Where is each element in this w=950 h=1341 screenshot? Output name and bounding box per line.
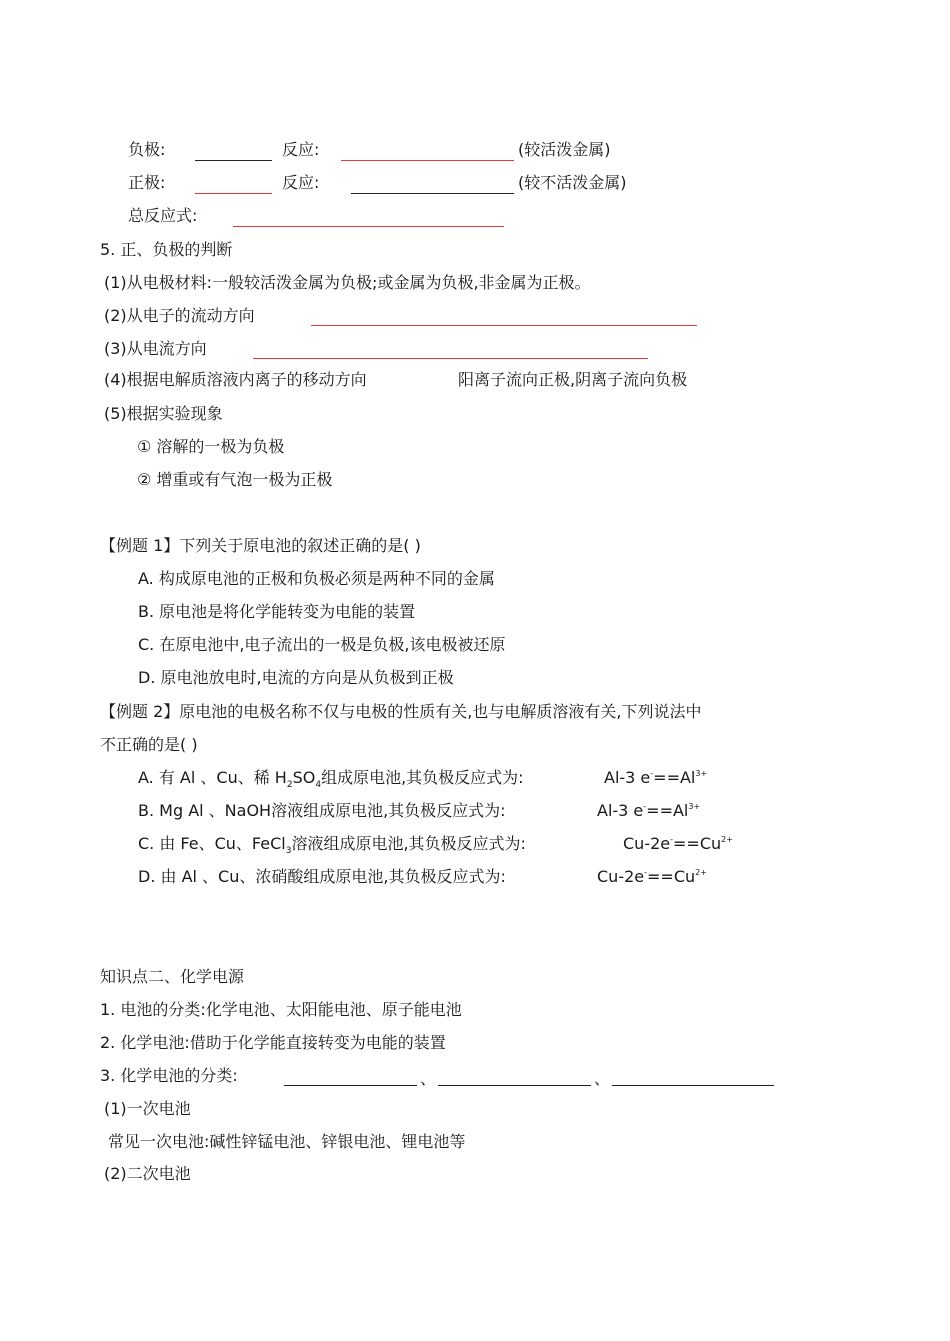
example-2-option-c[interactable]: C. 由 Fe、Cu、FeCl$_3$溶液组成原电池,其负极反应式为: (138, 834, 526, 857)
judge-item-5: (5)根据实验现象 (104, 404, 223, 423)
positive-reaction-blank[interactable] (351, 193, 514, 194)
example-1-option-a[interactable]: A. 构成原电池的正极和负极必须是两种不同的金属 (138, 569, 495, 588)
judge-item-4-answer: 阳离子流向正极,阴离子流向负极 (458, 370, 688, 389)
judge-item-4: (4)根据电解质溶液内离子的移动方向 (104, 370, 367, 389)
battery-type-blank-1[interactable] (284, 1085, 417, 1086)
battery-type-blank-3[interactable] (612, 1085, 774, 1086)
section-2-para-2: 2. 化学电池:借助于化学能直接转变为电能的装置 (100, 1033, 446, 1052)
example-1-option-d[interactable]: D. 原电池放电时,电流的方向是从负极到正极 (138, 668, 454, 687)
positive-electrode-label: 正极: (128, 173, 166, 192)
section-title: 5. 正、负极的判断 (100, 240, 233, 259)
total-reaction-blank[interactable] (233, 226, 504, 227)
example-1-stem: 【例题 1】下列关于原电池的叙述正确的是( ) (100, 536, 421, 555)
negative-electrode-blank[interactable] (195, 160, 272, 161)
example-2-option-a-equation: Al-3 $e^-==Al^{3+}$ (604, 768, 708, 787)
judge-item-5b: ② 增重或有气泡一极为正极 (137, 470, 333, 489)
example-2-option-c-equation: $Cu-2e^-==Cu^{2+}$ (623, 834, 733, 853)
judge-item-3: (3)从电流方向 (104, 339, 207, 358)
section-2-para-1: 1. 电池的分类:化学电池、太阳能电池、原子能电池 (100, 1000, 462, 1019)
judge-item-1: (1)从电极材料:一般较活泼金属为负极;或金属为负极,非金属为正极。 (104, 273, 591, 292)
example-2-stem-line-2: 不正确的是( ) (100, 735, 198, 754)
example-2-stem-line-1: 【例题 2】原电池的电极名称不仅与电极的性质有关,也与电解质溶液有关,下列说法中 (100, 702, 702, 721)
primary-battery-heading: (1)一次电池 (104, 1099, 191, 1118)
reaction-label: 反应: (282, 140, 320, 159)
separator: 、 (594, 1069, 611, 1088)
judge-item-2: (2)从电子的流动方向 (104, 306, 255, 325)
judge-item-5a: ① 溶解的一极为负极 (137, 437, 285, 456)
battery-type-blank-2[interactable] (438, 1085, 591, 1086)
positive-electrode-blank[interactable] (195, 193, 272, 194)
electron-flow-blank[interactable] (311, 325, 697, 326)
reaction-label: 反应: (282, 173, 320, 192)
example-2-option-b-equation: Al-3 $e^-==Al^{3+}$ (597, 801, 701, 820)
example-2-option-d[interactable]: D. 由 Al 、Cu、浓硝酸组成原电池,其负极反应式为: (138, 867, 506, 886)
secondary-battery-heading: (2)二次电池 (104, 1164, 191, 1183)
section-2-para-3: 3. 化学电池的分类: (100, 1066, 238, 1085)
primary-battery-examples: 常见一次电池:碱性锌锰电池、锌银电池、锂电池等 (108, 1132, 466, 1151)
positive-note: (较不活泼金属) (518, 173, 627, 192)
total-reaction-label: 总反应式: (128, 206, 198, 225)
example-2-option-b[interactable]: B. Mg Al 、NaOH溶液组成原电池,其负极反应式为: (138, 801, 506, 820)
example-2-option-a[interactable]: A. 有 Al 、Cu、稀 $H_2SO_4$组成原电池,其负极反应式为: (138, 768, 524, 791)
negative-electrode-label: 负极: (128, 140, 166, 159)
example-2-option-d-equation: $Cu-2e^-==Cu^{2+}$ (597, 867, 707, 886)
example-1-option-b[interactable]: B. 原电池是将化学能转变为电能的装置 (138, 602, 416, 621)
separator: 、 (420, 1069, 437, 1088)
example-1-option-c[interactable]: C. 在原电池中,电子流出的一极是负极,该电极被还原 (138, 635, 506, 654)
negative-reaction-blank[interactable] (341, 160, 514, 161)
negative-note: (较活泼金属) (518, 140, 611, 159)
section-2-title: 知识点二、化学电源 (100, 967, 245, 986)
current-flow-blank[interactable] (253, 358, 648, 359)
